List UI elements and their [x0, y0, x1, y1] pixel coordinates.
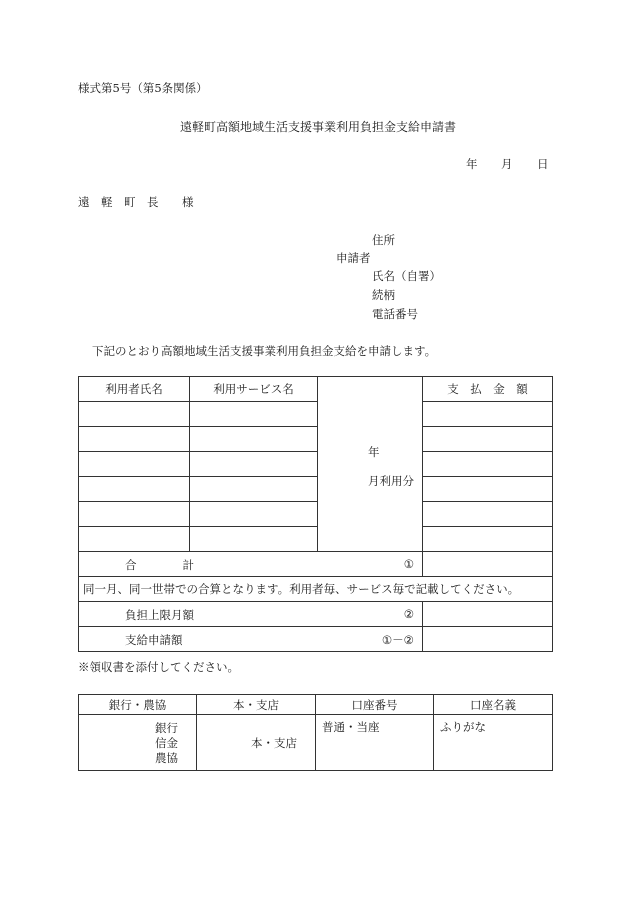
aggregation-note: 同一月、同一世帯での合算となります。利用者毎、サービス毎で記載してください。: [79, 577, 553, 602]
header-user-name: 利用者氏名: [79, 377, 190, 402]
period-year-label: 年: [368, 445, 380, 459]
date-month-label: 月: [501, 157, 513, 171]
limit-row-label: [79, 602, 423, 627]
furigana-label: ふりがな: [440, 720, 486, 734]
header-payment-amount: 支 払 金 額: [423, 377, 553, 402]
addressee-honorific: 様: [182, 195, 194, 209]
bank-table: [78, 694, 553, 771]
receipt-note: ※領収書を添付してください。: [78, 660, 239, 674]
usage-table: [78, 376, 553, 652]
limit-label: 負担上限月額: [125, 608, 194, 622]
user-name-field[interactable]: [79, 527, 190, 552]
payment-amount-field[interactable]: [423, 402, 553, 427]
user-name-field[interactable]: [79, 477, 190, 502]
service-name-field[interactable]: [190, 452, 318, 477]
request-row-label: [79, 627, 423, 652]
branch-type-label: 本・支店: [251, 736, 297, 750]
user-name-field[interactable]: [79, 452, 190, 477]
applicant-phone-label: 電話番号: [372, 307, 418, 321]
payment-amount-field[interactable]: [423, 477, 553, 502]
service-name-field[interactable]: [190, 427, 318, 452]
account-type-label: 普通・当座: [322, 720, 380, 734]
total-amount-field[interactable]: [423, 552, 553, 577]
request-amount-label: 支給申請額: [125, 633, 183, 647]
total-row-label: [79, 552, 423, 577]
service-name-field[interactable]: [190, 502, 318, 527]
total-mark: ①: [403, 557, 414, 571]
payment-amount-field[interactable]: [423, 527, 553, 552]
applicant-address-label: 住所: [372, 233, 395, 247]
bank-type-shinkin: 信金: [155, 736, 178, 750]
date-day-label: 日: [537, 157, 549, 171]
account-name-field[interactable]: [434, 715, 553, 771]
request-amount-field[interactable]: [423, 627, 553, 652]
request-amount-mark: ①－②: [381, 633, 414, 647]
branch-name-field[interactable]: [197, 715, 316, 771]
header-account-number: 口座番号: [316, 695, 434, 715]
limit-amount-field[interactable]: [423, 602, 553, 627]
applicant-relationship-label: 続柄: [372, 288, 395, 302]
period-month-label: 月利用分: [368, 474, 414, 488]
total-label: 合 計: [125, 558, 194, 572]
payment-amount-field[interactable]: [423, 452, 553, 477]
bank-type-nokyo: 農協: [155, 751, 178, 765]
service-name-field[interactable]: [190, 527, 318, 552]
page-title: 遠軽町高額地域生活支援事業利用負担金支給申請書: [180, 120, 457, 134]
user-name-field[interactable]: [79, 502, 190, 527]
date-year-label: 年: [466, 157, 478, 171]
service-name-field[interactable]: [190, 402, 318, 427]
service-name-field[interactable]: [190, 477, 318, 502]
request-text: 下記のとおり高額地域生活支援事業利用負担金支給を申請します。: [92, 344, 437, 358]
limit-mark: ②: [403, 607, 414, 621]
payment-amount-field[interactable]: [423, 502, 553, 527]
header-branch: 本・支店: [197, 695, 316, 715]
header-account-name: 口座名義: [434, 695, 553, 715]
user-name-field[interactable]: [79, 427, 190, 452]
form-number: 様式第5号（第5条関係）: [78, 81, 208, 95]
addressee-name: 遠 軽 町 長: [78, 195, 159, 209]
payment-amount-field[interactable]: [423, 427, 553, 452]
applicant-label: 申請者: [336, 251, 371, 265]
user-name-field[interactable]: [79, 402, 190, 427]
header-service-name: 利用サービス名: [190, 377, 318, 402]
period-cell[interactable]: [318, 377, 423, 552]
account-number-field[interactable]: [316, 715, 434, 771]
applicant-name-label: 氏名（自署）: [372, 269, 441, 283]
bank-type-bank: 銀行: [155, 721, 178, 735]
header-bank: 銀行・農協: [79, 695, 197, 715]
bank-name-field[interactable]: [79, 715, 197, 771]
